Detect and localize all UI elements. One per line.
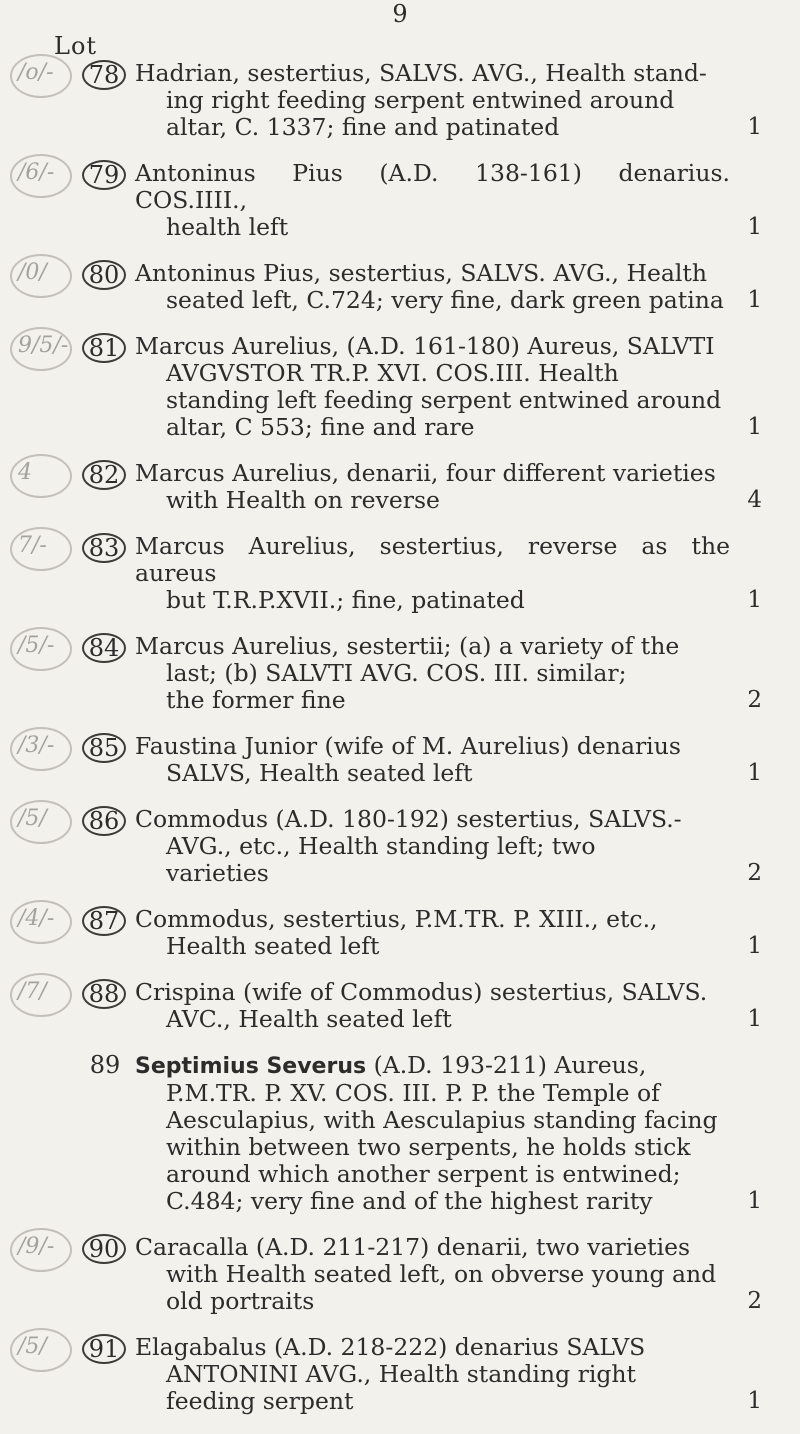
lot-quantity: 1 [747, 933, 762, 959]
lot-quantity: 1 [747, 587, 762, 613]
description-line: around which another serpent is entwined; [166, 1160, 681, 1188]
description-line: the former fine [166, 686, 346, 714]
pencil-price-note: /3/- [18, 733, 55, 758]
page-number: 9 [392, 0, 408, 28]
lot-quantity: 1 [747, 1006, 762, 1032]
lot-quantity: 1 [747, 287, 762, 313]
pencil-price-note: /9/- [18, 1234, 55, 1259]
lot-description [135, 1052, 730, 1215]
pencil-price-note: 9/5/- [18, 333, 69, 358]
lot-quantity: 1 [747, 214, 762, 240]
pencil-price-note: /7/ [18, 979, 47, 1004]
lot-quantity: 2 [747, 860, 762, 886]
description-line: but T.R.P.XVII.; fine, patinated [166, 586, 525, 614]
lot-entry [0, 60, 800, 141]
description-line: feeding serpent [166, 1387, 354, 1415]
description-line: Marcus Aurelius, sestertius, reverse as the aureus [135, 532, 730, 587]
lot-description [135, 733, 730, 787]
description-line: Health seated left [166, 932, 380, 960]
lot-entry [0, 260, 800, 314]
description-line: varieties [166, 859, 269, 887]
lot-entry [0, 906, 800, 960]
pencil-price-note: /0/ [18, 260, 47, 285]
lot-entry [0, 733, 800, 787]
description-line: Aesculapius, with Aesculapius standing facing [166, 1106, 718, 1134]
lot-number: 90 [82, 1234, 126, 1264]
lot-quantity: 2 [747, 1288, 762, 1314]
lot-quantity: 1 [747, 1388, 762, 1414]
description-line: Commodus, sestertius, P.M.TR. P. XIII., etc., [135, 905, 658, 933]
lot-number: 82 [82, 460, 126, 490]
pencil-price-note: /4/- [18, 906, 55, 931]
lot-description [135, 979, 730, 1033]
lot-description [135, 160, 730, 241]
lot-entry [0, 806, 800, 887]
pencil-price-note: /5/- [18, 633, 55, 658]
lot-description [135, 1334, 730, 1415]
lot-quantity: 1 [747, 414, 762, 440]
description-line: C.484; very fine and of the highest rarity [166, 1187, 653, 1215]
description-line: Faustina Junior (wife of M. Aurelius) denarius [135, 732, 681, 760]
lot-number: 89 [89, 1051, 121, 1079]
lot-number: 79 [82, 160, 126, 190]
description-line: AVG., etc., Health standing left; two [166, 832, 596, 860]
pencil-price-note: /o/- [18, 60, 54, 85]
lot-number: 86 [82, 806, 126, 836]
lot-column-heading: Lot [54, 32, 98, 60]
lot-quantity: 1 [747, 760, 762, 786]
description-line: altar, C. 1337; fine and patinated [166, 113, 560, 141]
lot-entry [0, 1334, 800, 1415]
lot-entry [0, 633, 800, 714]
description-line: P.M.TR. P. XV. COS. III. P. P. the Temple of [166, 1079, 660, 1107]
lot-number: 91 [82, 1334, 126, 1364]
lot-description [135, 806, 730, 887]
description-line: Crispina (wife of Commodus) sestertius, SALVS. [135, 978, 708, 1006]
description-line: Septimius Severus (A.D. 193-211) Aureus, [135, 1051, 647, 1079]
description-line: standing left feeding serpent entwined around [166, 386, 722, 414]
description-line: SALVS, Health seated left [166, 759, 473, 787]
pencil-price-note: /6/- [18, 160, 55, 185]
lot-number: 85 [82, 733, 126, 763]
lot-description [135, 460, 730, 514]
lot-description [135, 333, 730, 441]
description-line: Antoninus Pius, sestertius, SALVS. AVG., Health [135, 259, 707, 287]
lot-quantity: 1 [747, 114, 762, 140]
lot-description [135, 60, 730, 141]
lot-entry [0, 533, 800, 614]
pencil-price-note: /5/ [18, 806, 47, 831]
pencil-price-note: /5/ [18, 1334, 47, 1359]
description-line: Marcus Aurelius, sestertii; (a) a variety of the [135, 632, 680, 660]
lot-number: 84 [82, 633, 126, 663]
lot-entry [0, 160, 800, 241]
lot-number: 88 [82, 979, 126, 1009]
description-line: Antoninus Pius (A.D. 138-161) denarius. COS.IIII., [135, 159, 730, 214]
lot-description [135, 906, 730, 960]
description-line: Elagabalus (A.D. 218-222) denarius SALVS [135, 1333, 646, 1361]
description-line: seated left, C.724; very fine, dark green patina [166, 286, 724, 314]
description-line: health left [166, 213, 289, 241]
lot-entry [0, 1052, 800, 1215]
lot-entry [0, 460, 800, 514]
description-line: ing right feeding serpent entwined around [166, 86, 675, 114]
lot-quantity: 1 [747, 1188, 762, 1214]
lot-entry [0, 979, 800, 1033]
lot-number: 83 [82, 533, 126, 563]
lot-list [0, 60, 800, 1434]
description-line: AVC., Health seated left [166, 1005, 452, 1033]
lot-entry [0, 333, 800, 441]
description-line: Marcus Aurelius, denarii, four different varieties [135, 459, 716, 487]
description-line: with Health on reverse [166, 486, 440, 514]
pencil-price-note: 4 [18, 460, 32, 485]
lot-number: 81 [82, 333, 126, 363]
description-line: within between two serpents, he holds stick [166, 1133, 691, 1161]
description-line: AVGVSTOR TR.P. XVI. COS.III. Health [166, 359, 619, 387]
lot-number: 78 [82, 60, 126, 90]
lot-description [135, 260, 730, 314]
description-line: altar, C 553; fine and rare [166, 413, 475, 441]
description-line: with Health seated left, on obverse young and [166, 1260, 717, 1288]
lot-description [135, 533, 730, 614]
description-line: last; (b) SALVTI AVG. COS. III. similar; [166, 659, 627, 687]
description-line: Marcus Aurelius, (A.D. 161-180) Aureus, SALVTI [135, 332, 715, 360]
lot-quantity: 4 [747, 487, 762, 513]
description-line: Commodus (A.D. 180-192) sestertius, SALVS.- [135, 805, 682, 833]
description-line: Hadrian, sestertius, SALVS. AVG., Health stand- [135, 59, 707, 87]
lot-description [135, 633, 730, 714]
lot-number: 80 [82, 260, 126, 290]
lot-quantity: 2 [747, 687, 762, 713]
pencil-price-note: 7/- [18, 533, 47, 558]
description-line: Caracalla (A.D. 211-217) denarii, two varieties [135, 1233, 691, 1261]
lot-number: 87 [82, 906, 126, 936]
description-line: old portraits [166, 1287, 315, 1315]
description-line: ANTONINI AVG., Health standing right [166, 1360, 636, 1388]
